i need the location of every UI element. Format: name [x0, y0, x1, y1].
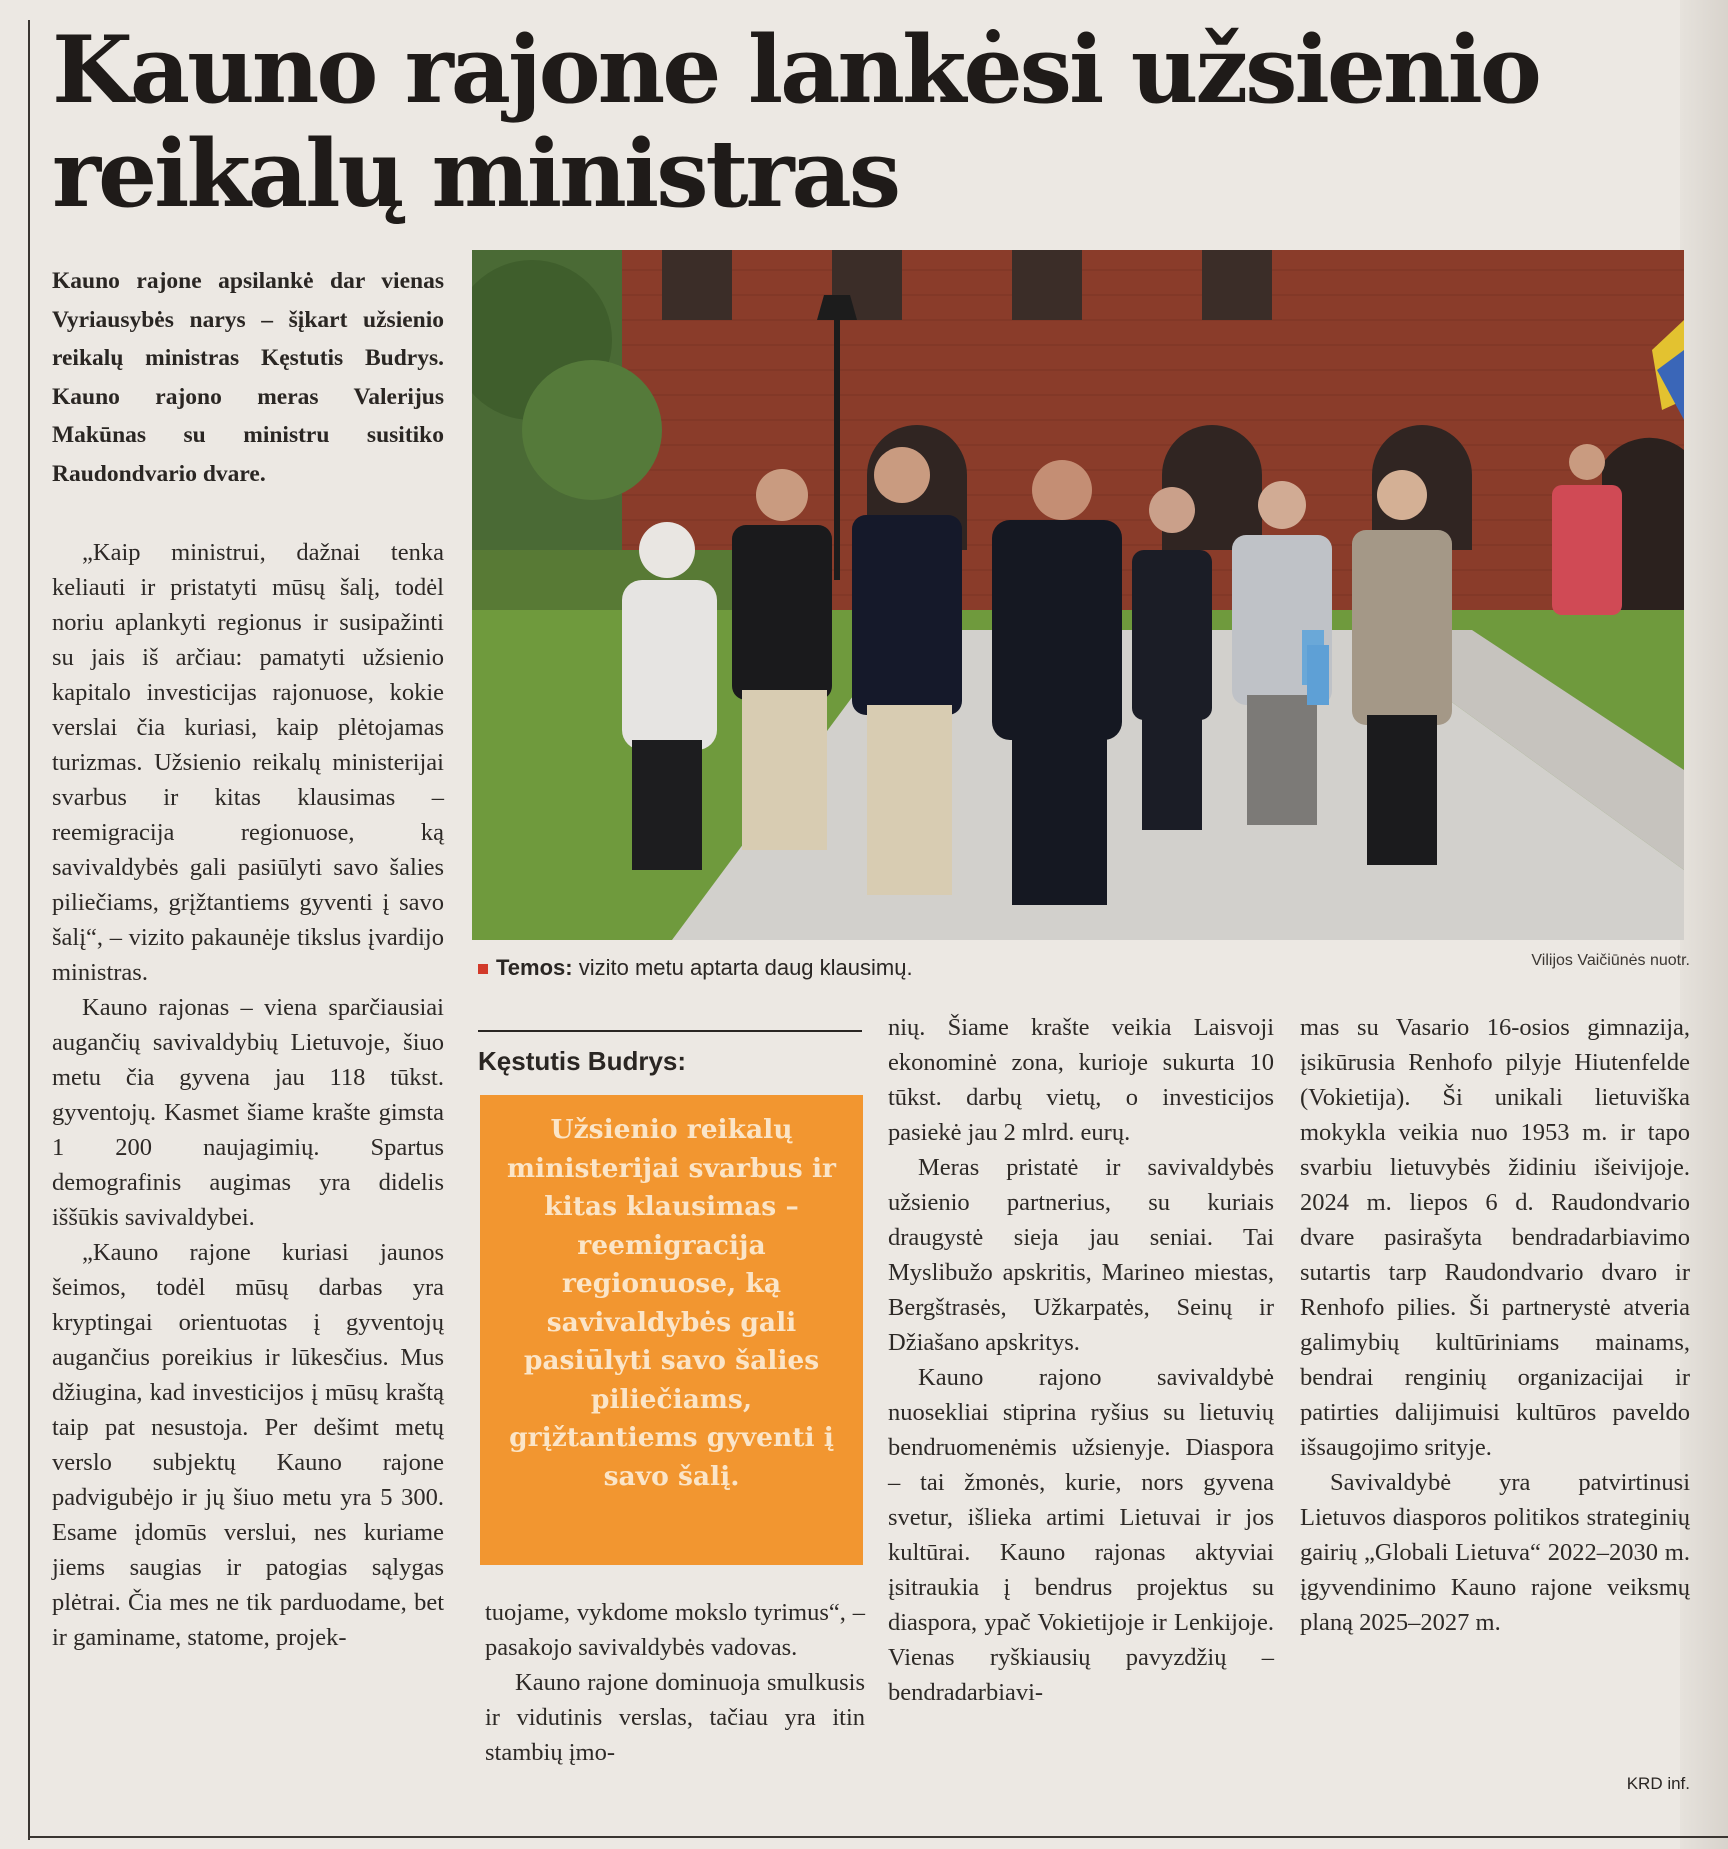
paragraph: Kauno rajone dominuoja smulkusis ir vidutinis verslas, tačiau yra itin stambių įmo- — [485, 1669, 865, 1766]
paragraph: mas su Vasario 16-osios gimnazija, įsikūrusia Renhofo pilyje Hiutenfelde (Vokietija). Ši unikali lietuviška mokykla veikia nuo 1953 m. ir tapo svarbiu lietuvybės židiniu išeivijoje. 2024 m. liepos 6 d. Raudondvario dvare pasirašyta bendradarbiavimo sutartis tarp Raudondvario dvaro ir Renhofo pilies. Ši partnerystė atveria galimybių kultūriniams mainams, bendrai renginių organizacijai ir patirties dalijimuisi kultūros paveldo išsaugojimo srityje. — [1300, 1014, 1690, 1461]
quote-rule — [478, 1030, 862, 1032]
quote-speaker: Kęstutis Budrys: — [478, 1046, 687, 1076]
text-column-2 — [485, 1595, 865, 1770]
page-rule-bottom — [28, 1836, 1728, 1838]
text-column-3 — [888, 1010, 1274, 1710]
text-column-4 — [1300, 1010, 1690, 1640]
paragraph: „Kaip ministrui, dažnai tenka keliauti ir pristatyti mūsų šalį, todėl noriu aplankyti regionus ir susipažinti su jais iš arčiau: pamatyti užsienio kapitalo investicijas rajonuose, kokie verslai čia kuriasi, kaip plėtojamas turizmas. Užsienio reikalų ministerijai svarbus ir kitas klausimas – reemigracija regionuose, ką savivaldybės gali pasiūlyti savo šalies piliečiams, grįžtantiems gyventi į savo šalį“, – vizito pakaunėje tikslus įvardijo ministras. — [52, 539, 444, 986]
article-headline: Kauno rajone lankėsi užsienio reikalų ministras — [52, 15, 1539, 228]
article-photo — [472, 250, 1684, 940]
paragraph: Kauno rajonas – viena sparčiausiai augančių savivaldybių Lietuvoje, šiuo metu čia gyvena jau 118 tūkst. gyventojų. Kasmet šiame krašte gimsta 1 200 naujagimių. Spartus demografinis augimas yra didelis iššūkis savivaldybei. — [52, 994, 444, 1231]
paragraph: Kauno rajono savivaldybė nuosekliai stiprina ryšius su lietuvių bendruomenėmis užsienyje. Diaspora – tai žmonės, kurie, nors gyvena svetur, išlieka artimi Lietuvai ir jos kultūrai. Kauno rajonas aktyviai įsitraukia į bendrus projektus su diaspora, ypač Vokietijoje ir Lenkijoje. Vienas ryškiausių pavyzdžių – bendradarbiavi- — [888, 1364, 1274, 1706]
paragraph: tuojame, vykdome mokslo tyrimus“, – pasakojo savivaldybės vadovas. — [485, 1599, 865, 1661]
pull-quote-text: Užsienio reikalų ministerijai svarbus ir kitas klausimas – reemigracija regionuose, ką savivaldybės gali pasiūlyti savo šalies piliečiams, grįžtantiems gyventi į savo šalį. — [507, 1114, 836, 1492]
article-lead: Kauno rajone apsilankė dar vienas Vyriausybės narys – šįkart užsienio reikalų ministras Kęstutis Budrys. Kauno rajono meras Valerijus Makūnas su ministru susitiko Raudondvario dvare. — [52, 268, 444, 487]
text-column-1 — [52, 535, 444, 1655]
paragraph: Meras pristatė ir savivaldybės užsienio partnerius, su kuriais draugystė sieja jau seniai. Tai Myslibužo apskritis, Marineo miestas, Bergštrasės, Užkarpatės, Seinų ir Džiašano apskritys. — [888, 1154, 1274, 1356]
caption-text: vizito metu aptarta daug klausimų. — [578, 955, 913, 980]
photo-caption — [478, 955, 1078, 981]
photo-credit: Vilijos Vaičiūnės nuotr. — [1531, 952, 1690, 969]
pull-quote-box — [480, 1095, 863, 1565]
paragraph: „Kauno rajone kuriasi jaunos šeimos, todėl mūsų darbas yra kryptingai orientuotas į gyventojų augančius poreikius ir lūkesčius. Mus džiugina, kad investicijos į mūsų kraštą taip pat nesustoja. Per dešimt metų verslo subjektų Kauno rajone padvigubėjo ir jų šiuo metu yra 5 300. Esame įdomūs verslui, nes kuriame jiems saugias ir patogias sąlygas plėtrai. Čia mes ne tik parduodame, bet ir gaminame, statome, projek- — [52, 1239, 444, 1651]
paragraph: nių. Šiame krašte veikia Laisvoji ekonominė zona, kurioje sukurta 10 tūkst. darbų vietų, o investicijos pasiekė jau 2 mlrd. eurų. — [888, 1014, 1274, 1146]
paragraph: Savivaldybė yra patvirtinusi Lietuvos diasporos politikos strateginių gairių „Globali Lietuva“ 2022–2030 m. įgyvendinimo Kauno rajone veiksmų planą 2025–2027 m. — [1300, 1469, 1690, 1636]
caption-marker — [478, 964, 488, 974]
caption-label: Temos: — [496, 955, 573, 980]
column-rule-left — [28, 20, 30, 1840]
article-signature: KRD inf. — [1626, 1774, 1690, 1793]
